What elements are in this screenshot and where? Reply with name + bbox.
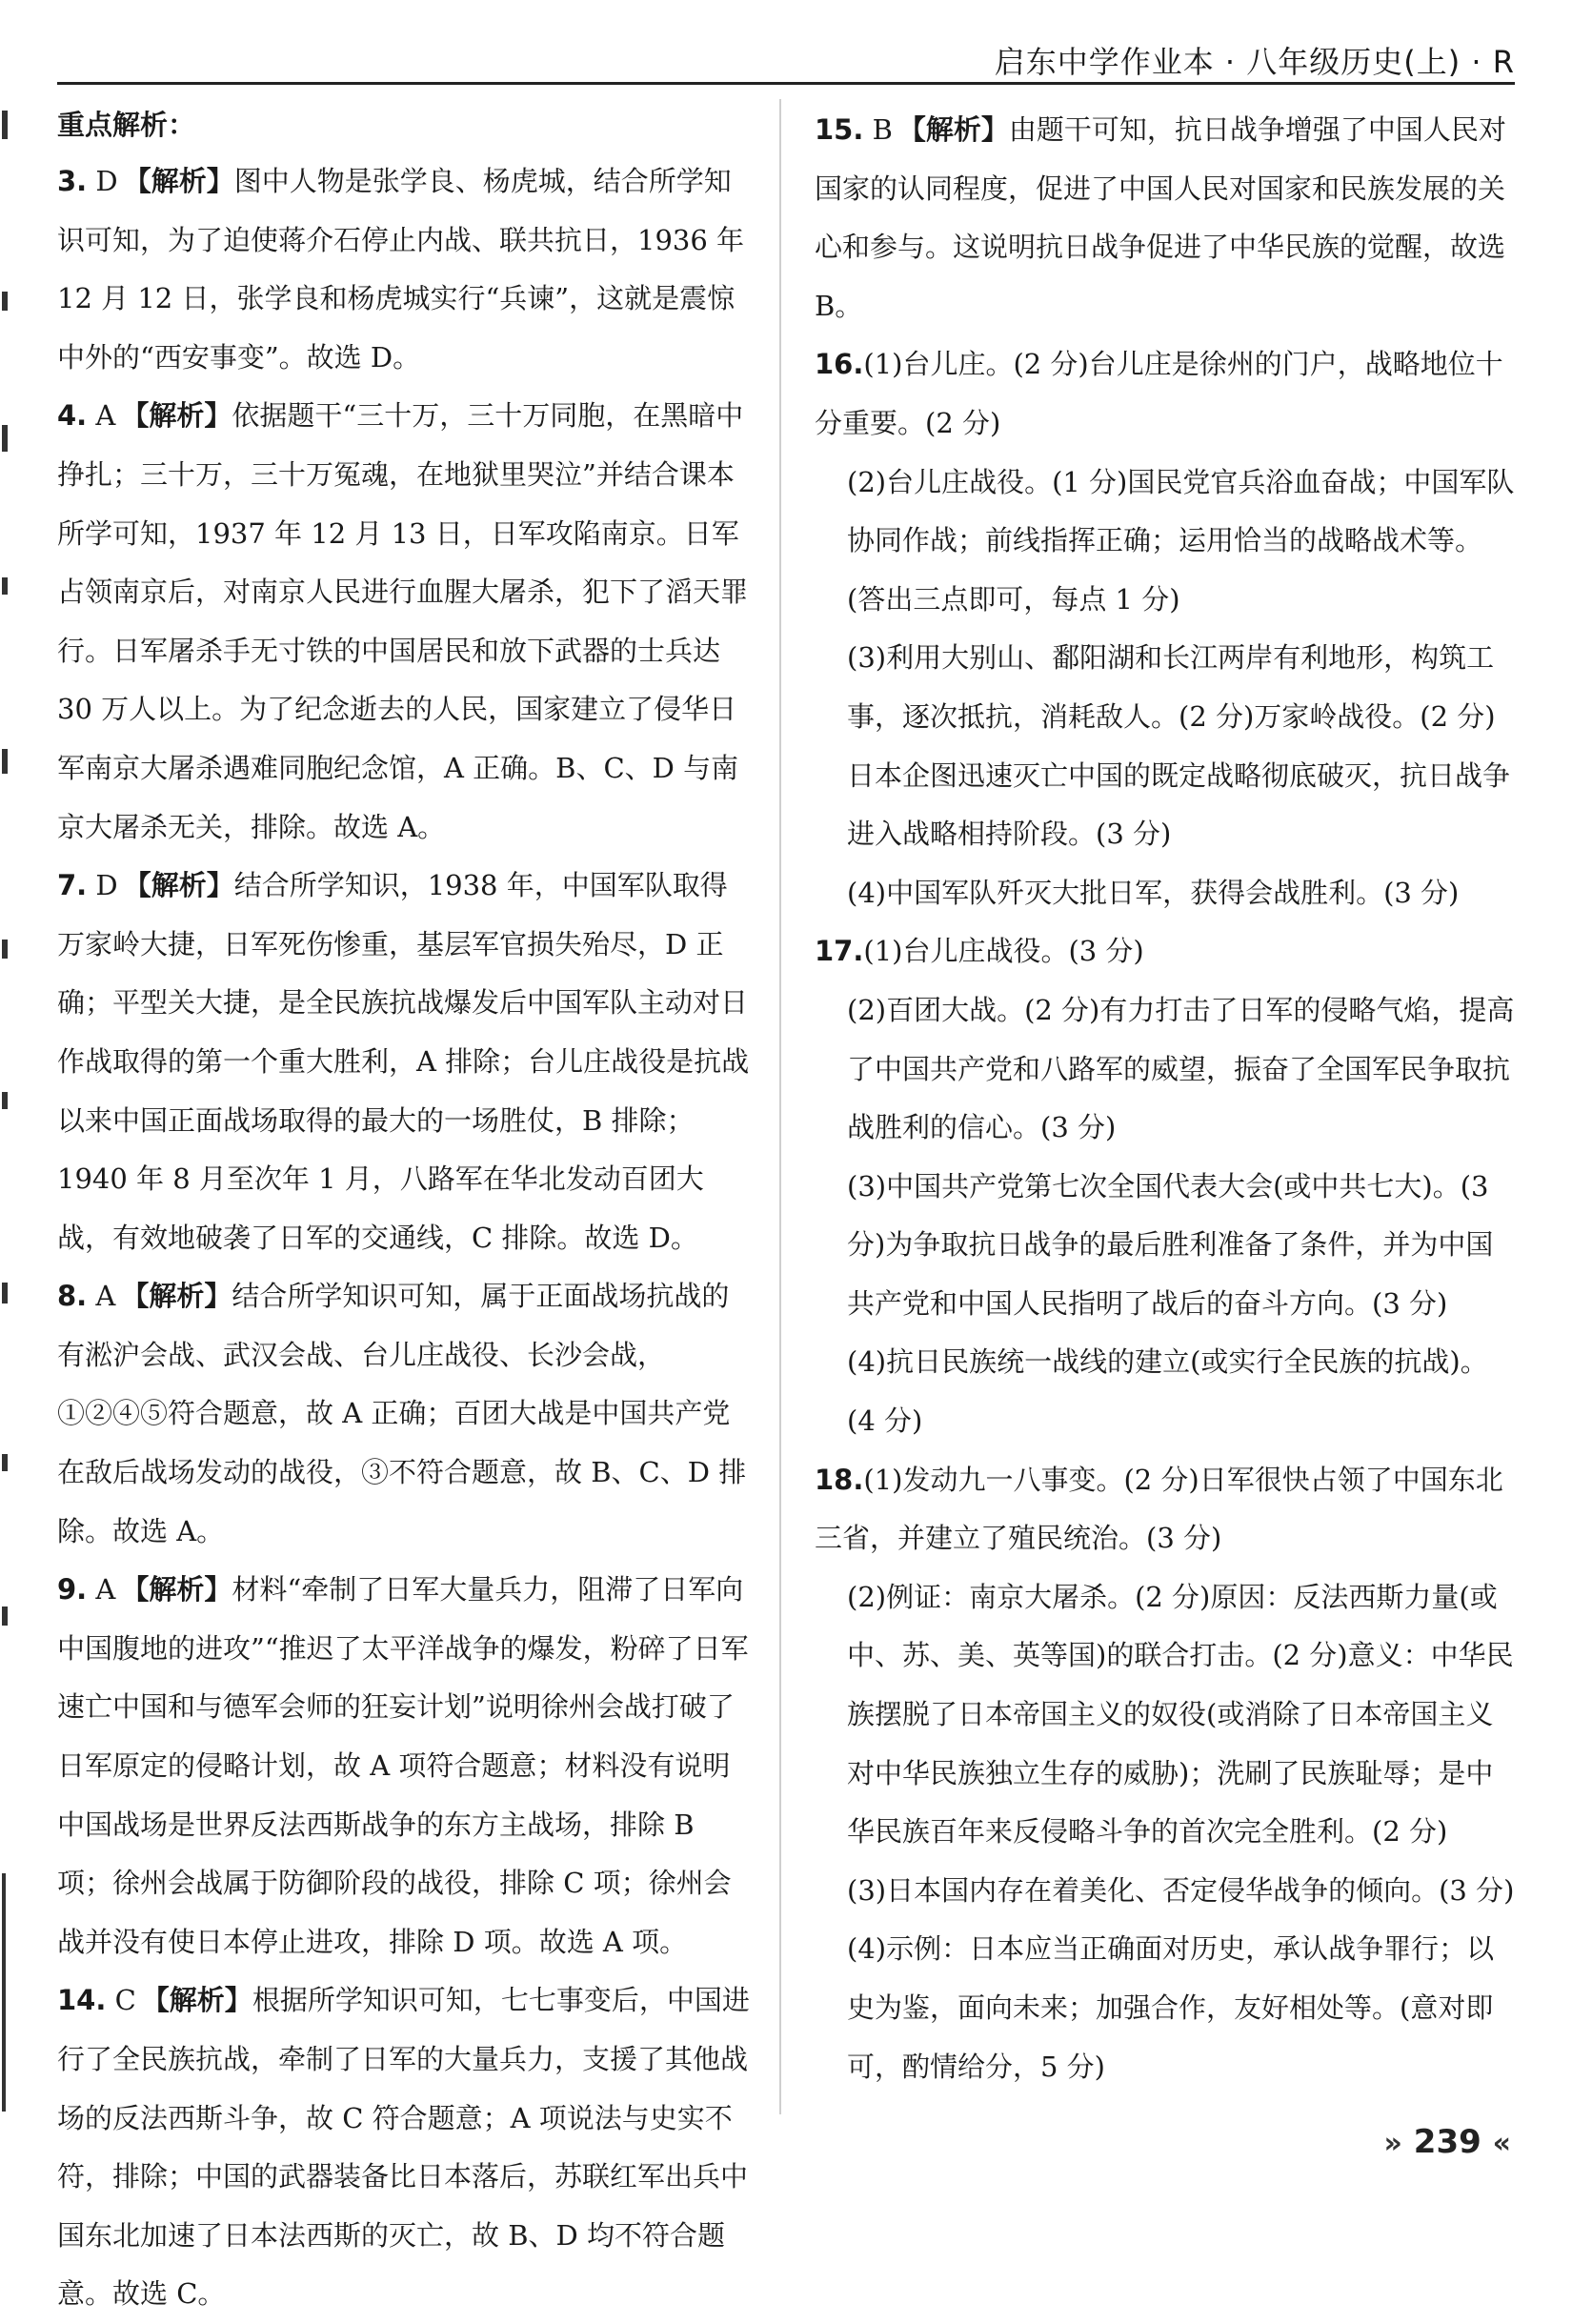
analysis-tag: 【解析】 — [121, 1280, 232, 1313]
answer-item — [57, 1267, 753, 1561]
part-text: (1)台儿庄。(2 分)台儿庄是徐州的门户，战略地位十分重要。(2 分) — [815, 348, 1503, 439]
analysis-tag: 【解析】 — [121, 399, 232, 433]
chevron-left-double-icon: « — [1492, 2127, 1511, 2160]
part-text: (1)发动九一八事变。(2 分)日军很快占领了中国东北三省，并建立了殖民统治。(3 分) — [815, 1463, 1503, 1555]
analysis-text: 依据题干“三十万，三十万同胞，在黑暗中挣扎；三十万，三十万冤魂，在地狱里哭泣”并结合课本所学可知，1937 年 12 月 13 日，日军攻陷南京。日军占领南京后，对南京人民进行血腥大屠杀，犯下了滔天罪行。日军屠杀手无寸铁的中国居民和放下武器的士兵达 30 万人以上。为了纪念逝去的人民，国家建立了侵华日军南京大屠杀遇难同胞纪念馆，A 正确。B、C、D 与南京大屠杀无关，排除。故选 A。 — [57, 399, 749, 843]
analysis-text: 根据所学知识可知，七七事变后，中国进行了全民族抗战，牵制了日军的大量兵力，支援了其他战场的反法西斯斗争，故 C 符合题意；A 项说法与史实不符，排除；中国的武器装备比日本落后，苏联红军出兵中国东北加速了日本法西斯的灭亡，故 B、D 均不符合题意。故选 C。 — [57, 1984, 750, 2311]
analysis-tag: 【解析】 — [121, 1573, 232, 1607]
answer-part: (4)中国军队歼灭大批日军，获得会战胜利。(3 分) — [847, 876, 1460, 909]
analysis-text: 材料“牵制了日军大量兵力，阻滞了日军向中国腹地的进攻”“推迟了太平洋战争的爆发，粉碎了日军速亡中国和与德军会师的狂妄计划”说明徐州会战打破了日军原定的侵略计划，故 A 项符合题意；材料没有说明中国战场是世界反法西斯战争的东方主战场，排除 B 项；徐州会战属于防御阶段的战役，排除 C 项；徐州会战并没有使日本停止进攻，排除 D 项。故选 A 项。 — [57, 1573, 749, 1958]
analysis-tag: 【解析】 — [123, 165, 234, 197]
answer-part: (2)百团大战。(2 分)有力打击了日军的侵略气焰，提高了中国共产党和八路军的威望，振奋了全国军民争取抗战胜利的信心。(3 分) — [847, 993, 1515, 1144]
page-number-value: 239 — [1413, 2123, 1481, 2161]
answer-letter: A — [95, 399, 116, 433]
answer-part: (3)日本国内存在着美化、否定侵华战争的倾向。(3 分) — [847, 1873, 1515, 1907]
answer-letter: A — [95, 1573, 116, 1607]
question-number: 7. — [57, 869, 88, 902]
answer-letter: C — [114, 1984, 136, 2017]
answer-item — [57, 1561, 753, 1971]
binding-edge-marks — [0, 82, 15, 2159]
column-divider — [779, 99, 781, 2114]
answer-part: (4)示例：日本应当正确面对历史，承认战争罪行；以史为鉴，面向未来；加强合作，友好相处等。(意对即可，酌情给分，5 分) — [847, 1932, 1495, 2083]
header-rule — [57, 82, 1515, 85]
answer-item-18 — [815, 1451, 1515, 2097]
question-number: 4. — [57, 399, 88, 433]
answer-part: (4)抗日民族统一战线的建立(或实行全民族的抗战)。(4 分) — [847, 1345, 1488, 1438]
answer-letter: A — [95, 1280, 116, 1313]
answer-letter: D — [95, 165, 118, 197]
answer-item-15 — [815, 101, 1515, 335]
question-number: 3. — [57, 165, 88, 197]
analysis-text: 结合所学知识可知，属于正面战场抗战的有淞沪会战、武汉会战、台儿庄战役、长沙会战，①②④⑤符合题意，故 A 正确；百团大战是中国共产党在敌后战场发动的战役，③不符合题意，故 B、C、D 排除。故选 A。 — [57, 1280, 747, 1547]
answer-part: (2)台儿庄战役。(1 分)国民党官兵浴血奋战；中国军队协同作战；前线指挥正确；运用恰当的战略战术等。(答出三点即可，每点 1 分) — [847, 465, 1515, 616]
question-number: 17. — [815, 935, 864, 968]
analysis-text: 结合所学知识，1938 年，中国军队取得万家岭大捷，日军死伤惨重，基层军官损失殆尽，D 正确；平型关大捷，是全民族抗战爆发后中国军队主动对日作战取得的第一个重大胜利，A 排除；台儿庄战役是抗战以来中国正面战场取得的最大的一场胜仗，B 排除；1940 年 8 月至次年 1 月，八路军在华北发动百团大战，有效地破袭了日军的交通线，C 排除。故选 D。 — [57, 869, 750, 1254]
answer-item-16 — [815, 335, 1515, 922]
answer-letter: D — [95, 869, 118, 902]
page-number — [1384, 2123, 1511, 2161]
part-text: (1)台儿庄战役。(3 分) — [863, 935, 1144, 968]
left-column — [57, 101, 753, 2324]
answer-letter: B — [872, 113, 893, 146]
left-items — [57, 152, 753, 2324]
question-number: 9. — [57, 1573, 88, 1607]
answer-part — [815, 335, 1515, 453]
answer-item — [57, 1971, 753, 2324]
right-column — [815, 101, 1515, 2096]
question-number: 14. — [57, 1984, 107, 2017]
question-number: 18. — [815, 1463, 864, 1496]
analysis-tag: 【解析】 — [141, 1984, 252, 2017]
answer-item — [57, 152, 753, 387]
answer-item — [57, 857, 753, 1267]
answer-item-17 — [815, 922, 1515, 1450]
analysis-tag: 【解析】 — [123, 869, 234, 902]
analysis-text: 由题干可知，抗日战争增强了中国人民对国家的认同程度，促进了中国人民对国家和民族发展的关心和参与。这说明抗日战争促进了中华民族的觉醒，故选 B。 — [815, 113, 1506, 322]
question-number: 16. — [815, 348, 864, 381]
analysis-tag: 【解析】 — [897, 113, 1009, 146]
chevron-right-double-icon: » — [1383, 2127, 1402, 2160]
answer-item — [57, 387, 753, 857]
answer-part — [815, 1451, 1515, 1568]
answer-part: (3)利用大别山、鄱阳湖和长江两岸有利地形，构筑工事，逐次抵抗，消耗敌人。(2 分)万家岭战役。(2 分)日本企图迅速灭亡中国的既定战略彻底破灭，抗日战争进入战略相持阶段。(3 分) — [847, 641, 1511, 851]
analysis-text: 图中人物是张学良、杨虎城，结合所学知识可知，为了迫使蒋介石停止内战、联共抗日，1936 年 12 月 12 日，张学良和杨虎城实行“兵谏”，这就是震惊中外的“西安事变”。故选 D。 — [57, 165, 745, 374]
question-number: 15. — [815, 113, 864, 146]
answer-part: (2)例证：南京大屠杀。(2 分)原因：反法西斯力量(或中、苏、美、英等国)的联合打击。(2 分)意义：中华民族摆脱了日本帝国主义的奴役(或消除了日本帝国主义对中华民族独立生存的威胁)；洗刷了民族耻辱；是中华民族百年来反侵略斗争的首次完全胜利。(2 分) — [847, 1580, 1514, 1849]
answer-part — [815, 922, 1515, 981]
question-number: 8. — [57, 1280, 88, 1313]
answer-part: (3)中国共产党第七次全国代表大会(或中共七大)。(3 分)为争取抗日战争的最后胜利准备了条件，并为中国共产党和中国人民指明了战后的奋斗方向。(3 分) — [847, 1169, 1494, 1320]
page-header: 启东中学作业本 · 八年级历史(上) · R — [994, 44, 1515, 80]
section-label: 重点解析： — [57, 109, 196, 141]
